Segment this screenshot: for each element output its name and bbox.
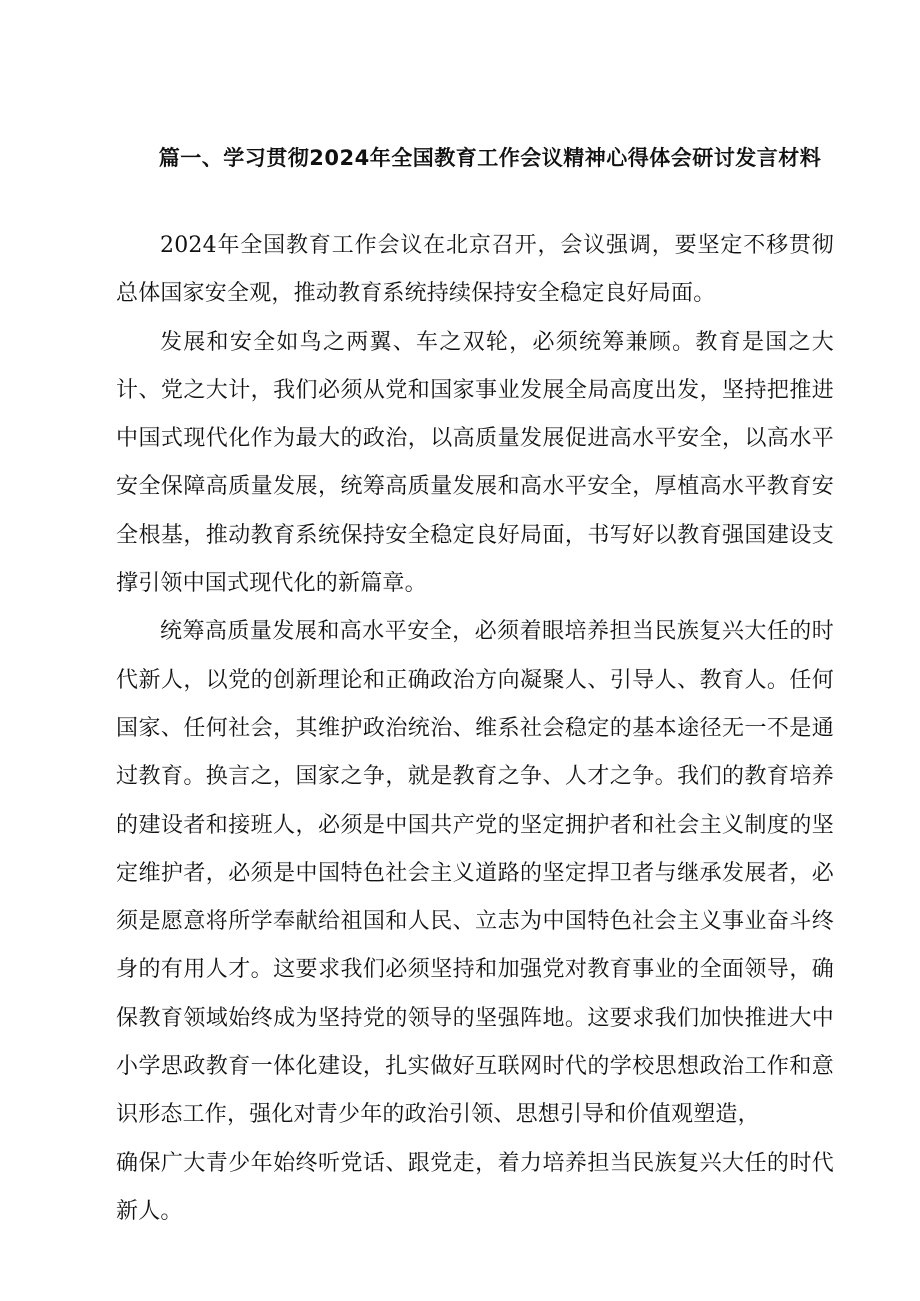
document-title: 篇一、学习贯彻2024年全国教育工作会议精神心得体会研讨发言材料 xyxy=(158,146,822,170)
paragraph-1: 2024年全国教育工作会议在北京召开，会议强调，要坚定不移贯彻总体国家安全观，推动教育系统持续保持安全稳定良好局面。 xyxy=(116,233,834,307)
document-body xyxy=(116,222,834,1236)
paragraph-3: 统筹高质量发展和高水平安全，必须着眼培养担当民族复兴大任的时代新人，以党的创新理论和正确政治方向凝聚人、引导人、教育人。任何国家、任何社会，其维护政治统治、维系社会稳定的基本途径无一不是通过教育。换言之，国家之争，就是教育之争、人才之争。我们的教育培养的建设者和接班人，必须是中国共产党的坚定拥护者和社会主义制度的坚定维护者，必须是中国特色社会主义道路的坚定捍卫者与继承发展者，必须是愿意将所学奉献给祖国和人民、立志为中国特色社会主义事业奋斗终身的有用人才。这要求我们必须坚持和加强党对教育事业的全面领导，确保教育领域始终成为坚持党的领导的坚强阵地。这要求我们加快推进大中小学思政教育一体化建设，扎实做好互联网时代的学校思想政治工作和意识形态工作，强化对青少年的政治引领、思想引导和价值观塑造， xyxy=(116,619,834,1128)
paragraph-2: 发展和安全如鸟之两翼、车之双轮，必须统筹兼顾。教育是国之大计、党之大计，我们必须从党和国家事业发展全局高度出发，坚持把推进中国式现代化作为最大的政治，以高质量发展促进高水平安全，以高水平安全保障高质量发展，统筹高质量发展和高水平安全，厚植高水平教育安全根基，推动教育系统保持安全稳定良好局面，书写好以教育强国建设支撑引领中国式现代化的新篇章。 xyxy=(116,329,834,597)
paragraph-4: 确保广大青少年始终听党话、跟党走，着力培养担当民族复兴大任的时代新人。 xyxy=(116,1150,834,1224)
